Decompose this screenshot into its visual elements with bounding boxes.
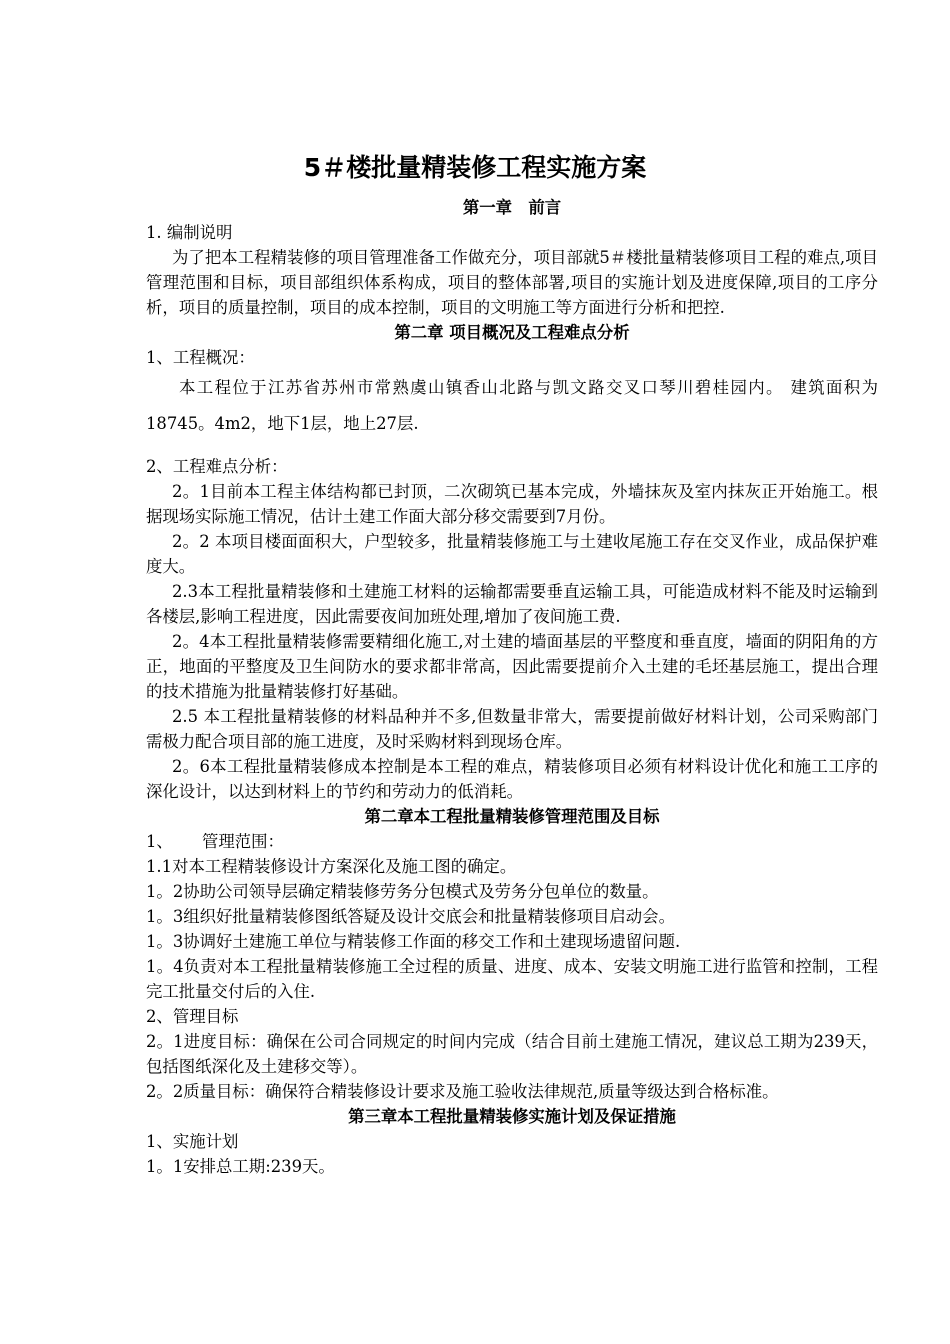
list-item: 1。1安排总工期:239天。 <box>146 1157 335 1176</box>
chapter-1-heading: 第一章 前言 <box>462 198 562 217</box>
document-body <box>146 195 878 1179</box>
chapter-2-heading: 第二章 项目概况及工程难点分析 <box>394 323 630 342</box>
list-item: 2.5 本工程批量精装修的材料品种并不多,但数量非常大，需要提前做好材料计划，公司采购部门需极力配合项目部的施工进度，及时采购材料到现场仓库。 <box>146 707 878 751</box>
list-item: 2。6本工程批量精装修成本控制是本工程的难点，精装修项目必须有材料设计优化和施工工序的深化设计，以达到材料上的节约和劳动力的低消耗。 <box>146 757 878 801</box>
section-heading: 2、工程难点分析： <box>146 457 288 476</box>
chapter-4-heading: 第三章本工程批量精装修实施计划及保证措施 <box>348 1107 676 1126</box>
list-item: 1.1对本工程精装修设计方案深化及施工图的确定。 <box>146 857 517 876</box>
section-heading: 2、管理目标 <box>146 1007 239 1026</box>
list-item: 1。2协助公司领导层确定精装修劳务分包模式及劳务分包单位的数量。 <box>146 882 659 901</box>
section-heading: 1、实施计划 <box>146 1132 239 1151</box>
list-item: 1。3组织好批量精装修图纸答疑及设计交底会和批量精装修项目启动会。 <box>146 907 675 926</box>
list-item: 1。4负责对本工程批量精装修施工全过程的质量、进度、成本、安装文明施工进行监管和控制，工程完工批量交付后的入住. <box>146 957 878 1001</box>
list-item: 2。1进度目标：确保在公司合同规定的时间内完成（结合目前土建施工情况，建议总工期为239天，包括图纸深化及土建移交等）。 <box>146 1032 878 1076</box>
section-heading <box>146 829 878 854</box>
list-item: 1。3协调好土建施工单位与精装修工作面的移交工作和土建现场遗留问题. <box>146 932 681 951</box>
list-item: 2。2质量目标：确保符合精装修设计要求及施工验收法律规范,质量等级达到合格标准。 <box>146 1082 779 1101</box>
document-title: 5＃楼批量精装修工程实施方案 <box>303 153 647 182</box>
list-item: 2。2 本项目楼面面积大，户型较多，批量精装修施工与土建收尾施工存在交叉作业，成品保护难度大。 <box>146 532 878 576</box>
list-item: 2。4本工程批量精装修需要精细化施工,对土建的墙面基层的平整度和垂直度，墙面的阴阳角的方正，地面的平整度及卫生间防水的要求都非常高，因此需要提前介入土建的毛坯基层施工，提出合理的技术措施为批量精装修打好基础。 <box>146 632 878 701</box>
list-item: 2。1目前本工程主体结构都已封顶，二次砌筑已基本完成，外墙抹灰及室内抹灰正开始施工。根据现场实际施工情况，估计土建工作面大部分移交需要到7月份。 <box>146 482 878 526</box>
paragraph: 本工程位于江苏省苏州市常熟虞山镇香山北路与凯文路交叉口琴川碧桂园内。 建筑面积为18745。4m2，地下1层，地上27层. <box>146 378 878 433</box>
section-number: 1、 <box>146 832 173 851</box>
list-item: 2.3本工程批量精装修和土建施工材料的运输都需要垂直运输工具，可能造成材料不能及时运输到各楼层,影响工程进度，因此需要夜间加班处理,增加了夜间施工费. <box>146 582 878 626</box>
chapter-3-heading: 第二章本工程批量精装修管理范围及目标 <box>364 807 660 826</box>
section-heading: 1、工程概况： <box>146 348 255 367</box>
section-label: 管理范围： <box>202 832 284 851</box>
paragraph: 为了把本工程精装修的项目管理准备工作做充分，项目部就5＃楼批量精装修项目工程的难点,项目管理范围和目标，项目部组织体系构成，项目的整体部署,项目的实施计划及进度保障,项目的工序分析，项目的质量控制，项目的成本控制，项目的文明施工等方面进行分析和把控. <box>146 248 878 317</box>
section-heading: 1. 编制说明 <box>146 223 233 242</box>
